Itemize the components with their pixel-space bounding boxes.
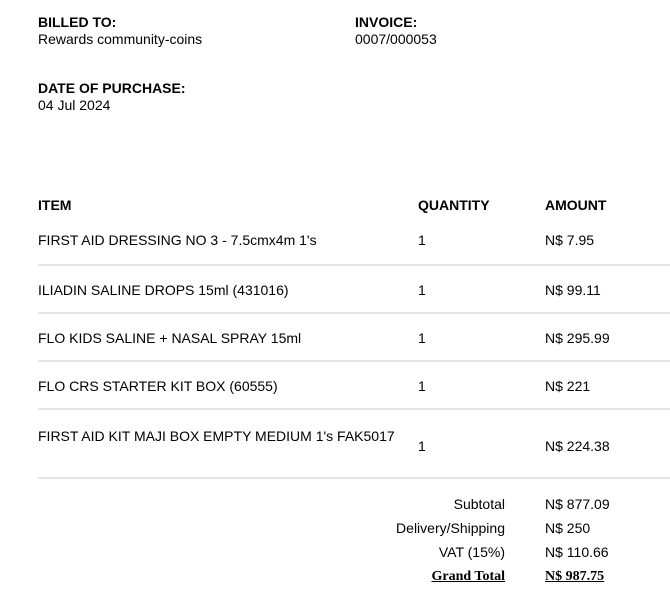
item-quantity: 1: [418, 438, 426, 454]
row-divider: [38, 477, 670, 479]
column-header-quantity: QUANTITY: [418, 197, 490, 213]
billed-to-value: Rewards community-coins: [38, 31, 203, 47]
shipping-value: N$ 250: [545, 520, 591, 536]
item-name: FIRST AID KIT MAJI BOX EMPTY MEDIUM 1's FAK5017: [38, 428, 395, 444]
table-row: [0, 378, 670, 398]
item-name: FLO CRS STARTER KIT BOX (60555): [38, 378, 278, 394]
item-amount: N$ 221: [545, 378, 591, 394]
subtotal-label: Subtotal: [453, 496, 505, 512]
item-name: ILIADIN SALINE DROPS 15ml (431016): [38, 282, 289, 298]
date-section: [38, 80, 186, 114]
table-header: [0, 195, 670, 215]
invoice-section: [355, 14, 437, 48]
row-divider: [38, 264, 670, 266]
table-row: [0, 232, 670, 252]
column-header-amount: AMOUNT: [545, 197, 607, 213]
item-quantity: 1: [418, 232, 426, 248]
date-value: 04 Jul 2024: [38, 97, 111, 113]
item-name: FIRST AID DRESSING NO 3 - 7.5cmx4m 1's: [38, 232, 317, 248]
shipping-label: Delivery/Shipping: [396, 520, 505, 536]
grand-total-row: [0, 568, 670, 588]
item-quantity: 1: [418, 378, 426, 394]
table-row: [0, 282, 670, 302]
row-divider: [38, 408, 670, 410]
item-amount: N$ 224.38: [545, 438, 610, 454]
vat-value: N$ 110.66: [545, 544, 609, 560]
item-amount: N$ 295.99: [545, 330, 610, 346]
invoice-number: 0007/000053: [355, 31, 437, 47]
table-row: [0, 428, 670, 464]
item-name: FLO KIDS SALINE + NASAL SPRAY 15ml: [38, 330, 302, 346]
grand-total-value: N$ 987.75: [545, 569, 605, 584]
item-amount: N$ 99.11: [545, 282, 601, 298]
item-quantity: 1: [418, 282, 426, 298]
row-divider: [38, 312, 670, 314]
vat-row: [0, 544, 670, 564]
subtotal-row: [0, 496, 670, 516]
table-row: [0, 330, 670, 350]
invoice-label: INVOICE:: [355, 14, 418, 30]
row-divider: [38, 360, 670, 362]
column-header-item: ITEM: [38, 197, 72, 213]
grand-total-label: Grand Total: [431, 569, 505, 584]
subtotal-value: N$ 877.09: [545, 496, 610, 512]
item-quantity: 1: [418, 330, 426, 346]
item-amount: N$ 7.95: [545, 232, 595, 248]
date-label: DATE OF PURCHASE:: [38, 80, 186, 96]
shipping-row: [0, 520, 670, 540]
billed-to-label: BILLED TO:: [38, 14, 117, 30]
vat-label: VAT (15%): [438, 544, 505, 560]
billed-to-section: [38, 14, 202, 48]
